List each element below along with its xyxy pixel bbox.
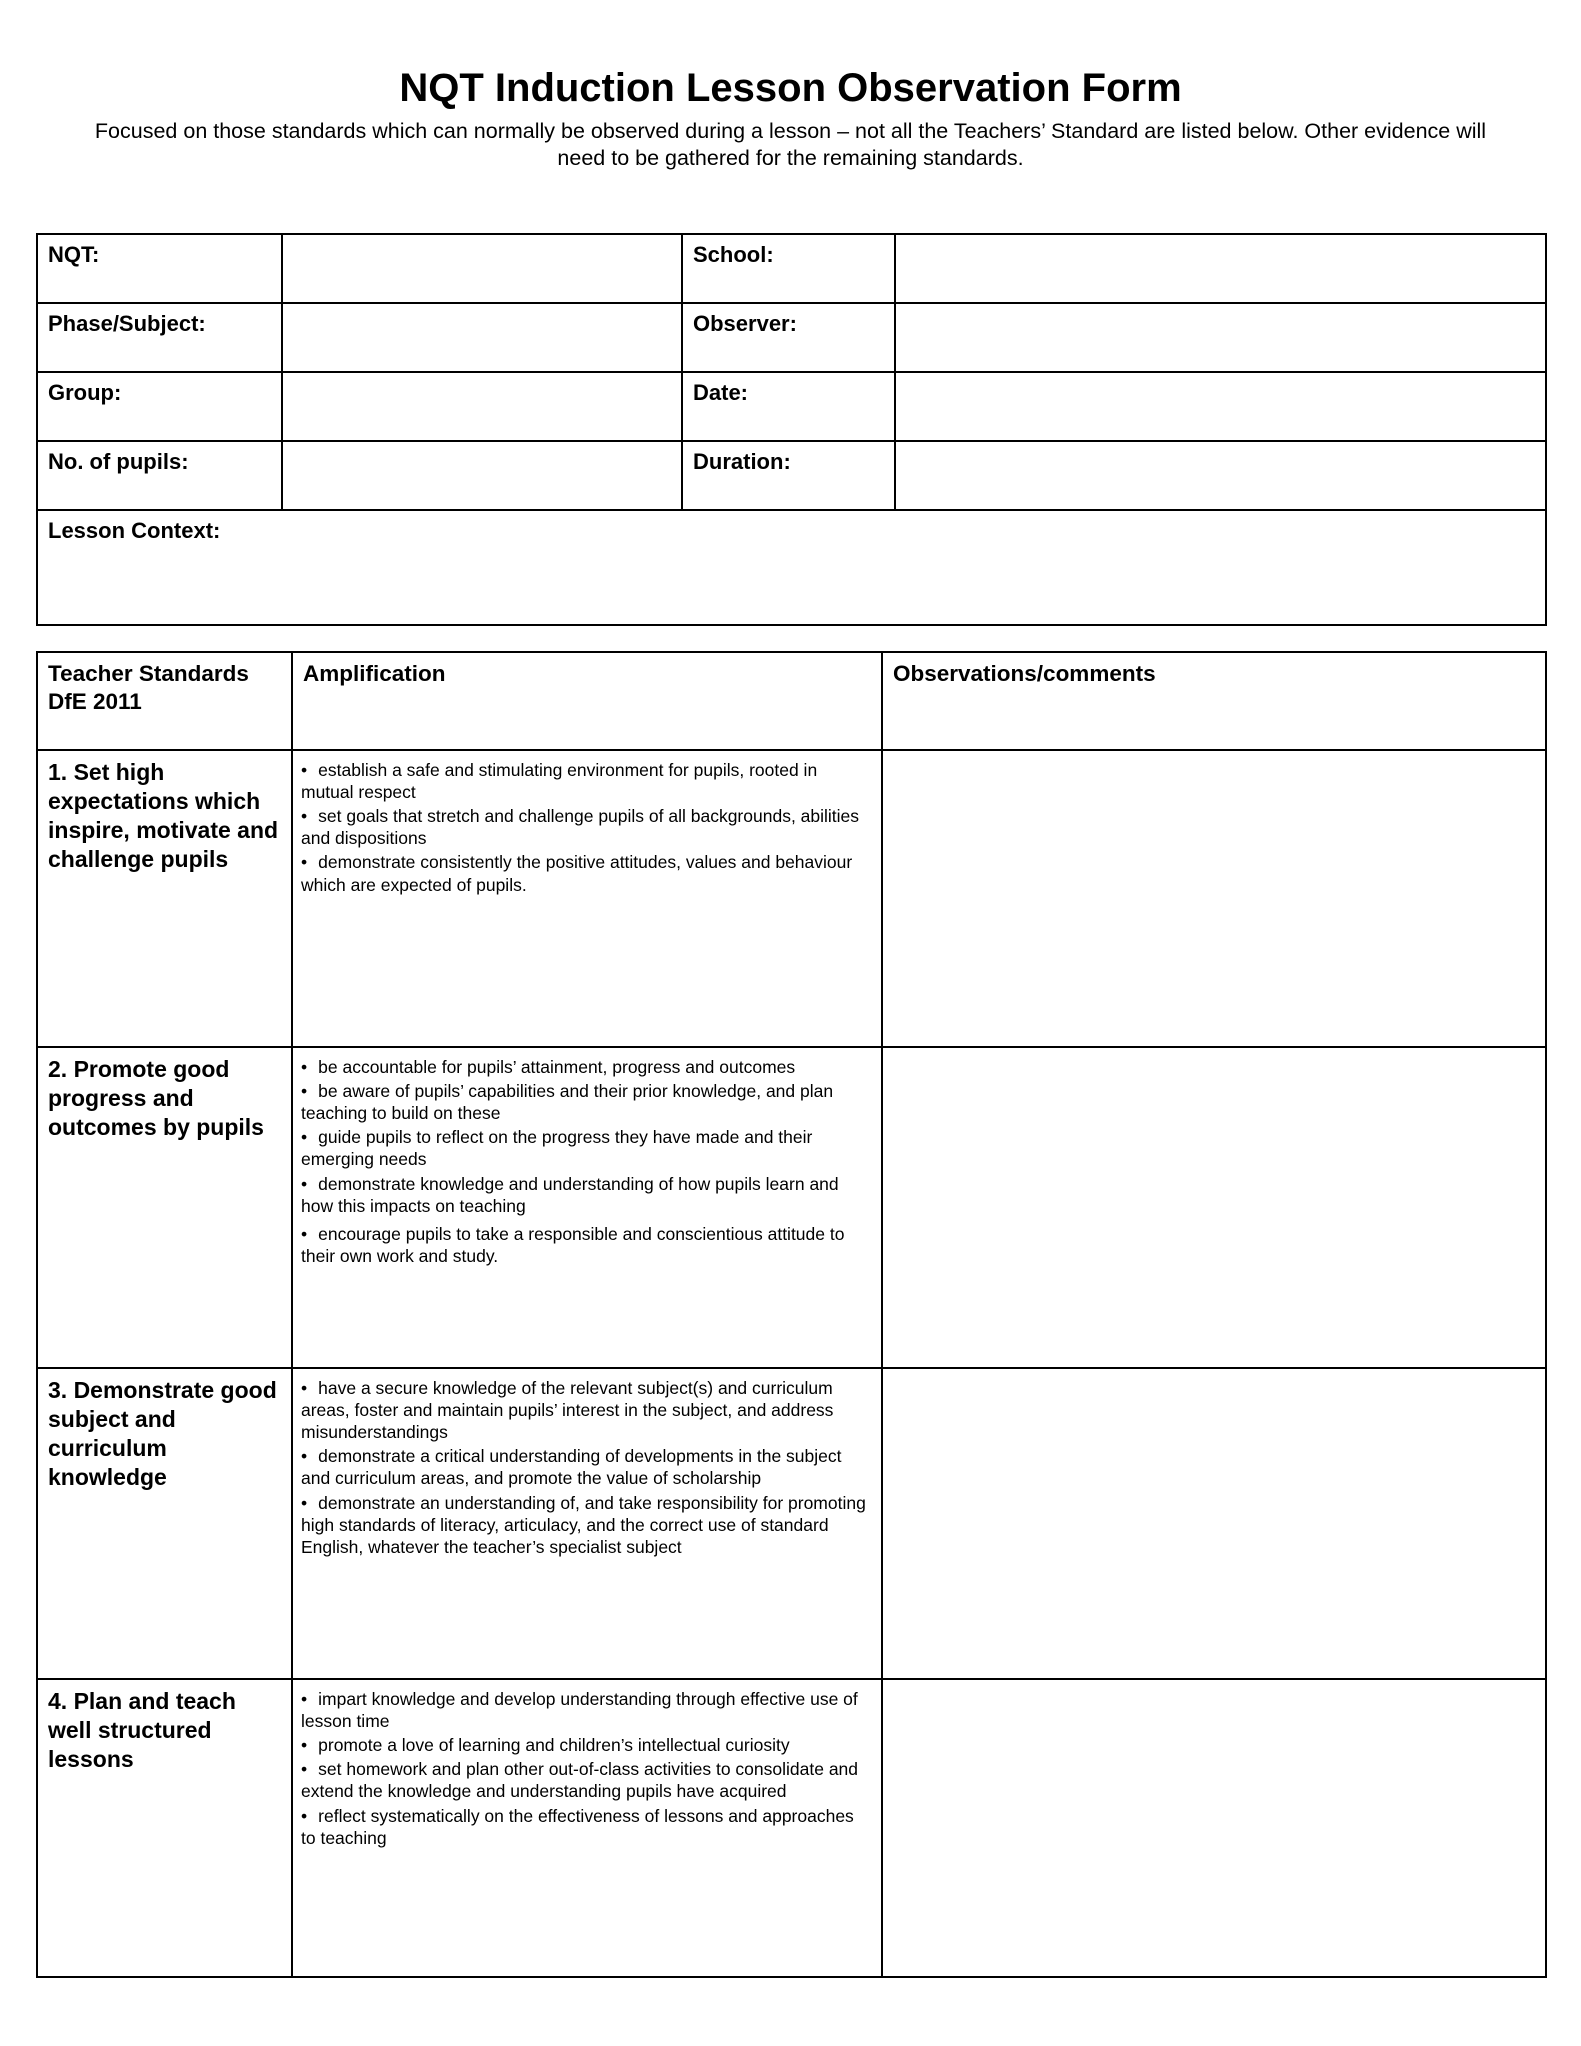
standard-4-observations-field[interactable] [882,1679,1546,1977]
school-value-field[interactable] [895,234,1546,303]
bullet-marker: • [301,1127,308,1148]
standard-2-title: 2. Promote good progress and outcomes by pupils [37,1047,292,1368]
subtitle: Focused on those standards which can normally be observed during a lesson – not all the Teachers’ Standard are listed below. Other evidence will need to be gathered for the remaining standards. [94,119,1487,171]
duration-value-field[interactable] [895,441,1546,510]
bullet-text: have a secure knowledge of the relevant subject(s) and curriculum areas, foster and maintain pupils’ interest in the subject, and address misunderstandings [301,1377,834,1443]
standard-row-1 [37,750,1546,1047]
bullet-text: impart knowledge and develop understanding through effective use of lesson time [301,1688,858,1731]
phase-subject-value-field[interactable] [282,303,682,372]
phase-subject-label: Phase/Subject: [37,303,282,372]
info-row-phase-observer [37,303,1546,372]
amplification-bullet [301,1758,871,1802]
amplification-bullet [301,1223,871,1267]
bullet-marker: • [301,1446,308,1467]
standard-1-title: 1. Set high expectations which inspire, motivate and challenge pupils [37,750,292,1047]
standard-row-3 [37,1368,1546,1679]
amplification-bullet [301,1492,871,1559]
standard-4-amplification [292,1679,882,1977]
no-of-pupils-value-field[interactable] [282,441,682,510]
info-table [36,233,1547,626]
bullet-text: demonstrate consistently the positive attitudes, values and behaviour which are expected of pupils. [301,852,853,895]
bullet-text: demonstrate a critical understanding of developments in the subject and curriculum areas, and promote the value of scholarship [301,1446,842,1489]
bullet-text: demonstrate an understanding of, and take responsibility for promoting high standards of literacy, articulacy, and the correct use of standard English, whatever the teacher’s specialist subject [301,1492,866,1558]
standard-1-observations-field[interactable] [882,750,1546,1047]
nqt-label: NQT: [37,234,282,303]
observer-label: Observer: [682,303,895,372]
standard-3-amplification [292,1368,882,1679]
info-row-nqt-school [37,234,1546,303]
nqt-value-field[interactable] [282,234,682,303]
bullet-marker: • [301,1173,308,1194]
amplification-bullet [301,759,871,803]
bullet-marker: • [301,1377,308,1398]
info-row-pupils-duration [37,441,1546,510]
bullet-text: establish a safe and stimulating environment for pupils, rooted in mutual respect [301,759,818,802]
standard-row-4 [37,1679,1546,1977]
bullet-text: encourage pupils to take a responsible and conscientious attitude to their own work and study. [301,1224,845,1267]
bullet-marker: • [301,759,308,780]
info-row-group-date [37,372,1546,441]
bullet-marker: • [301,1224,308,1245]
bullet-text: set homework and plan other out-of-class activities to consolidate and extend the knowledge and understanding pupils have acquired [301,1759,859,1802]
bullet-text: be accountable for pupils’ attainment, progress and outcomes [318,1056,796,1077]
bullet-marker: • [301,1492,308,1513]
standard-3-title: 3. Demonstrate good subject and curriculum knowledge [37,1368,292,1679]
amplification-bullet [301,1056,871,1078]
bullet-marker: • [301,1688,308,1709]
bullet-text: reflect systematically on the effectiveness of lessons and approaches to teaching [301,1805,854,1848]
bullet-text: demonstrate knowledge and understanding of how pupils learn and how this impacts on teaching [301,1173,839,1216]
amplification-bullet [301,851,871,895]
school-label: School: [682,234,895,303]
bullet-text: guide pupils to reflect on the progress they have made and their emerging needs [301,1127,813,1170]
amplification-bullet [301,1805,871,1849]
amplification-bullet [301,1734,871,1756]
amplification-bullet [301,1377,871,1444]
amplification-bullet [301,1688,871,1732]
bullet-text: promote a love of learning and children’s intellectual curiosity [318,1735,790,1756]
standard-2-observations-field[interactable] [882,1047,1546,1368]
col-header-teacher-standards: Teacher Standards DfE 2011 [37,652,292,750]
standard-3-observations-field[interactable] [882,1368,1546,1679]
standard-row-2 [37,1047,1546,1368]
bullet-text: set goals that stretch and challenge pupils of all backgrounds, abilities and dispositions [301,806,860,849]
date-label: Date: [682,372,895,441]
bullet-marker: • [301,1759,308,1780]
col-header-observations: Observations/comments [882,652,1546,750]
standards-table [36,651,1547,1978]
observer-value-field[interactable] [895,303,1546,372]
standard-2-amplification [292,1047,882,1368]
duration-label: Duration: [682,441,895,510]
col-header-amplification: Amplification [292,652,882,750]
amplification-bullet [301,1445,871,1489]
group-label: Group: [37,372,282,441]
bullet-marker: • [301,1805,308,1826]
bullet-text: be aware of pupils’ capabilities and their prior knowledge, and plan teaching to build on these [301,1080,834,1124]
amplification-bullet [301,1080,871,1124]
amplification-bullet [301,805,871,849]
group-value-field[interactable] [282,372,682,441]
no-of-pupils-label: No. of pupils: [37,441,282,510]
bullet-marker: • [301,806,308,827]
info-row-lesson-context [37,510,1546,625]
standard-1-amplification [292,750,882,1047]
date-value-field[interactable] [895,372,1546,441]
bullet-marker: • [301,1735,308,1756]
lesson-context-label: Lesson Context: [48,517,221,543]
amplification-bullet [301,1126,871,1170]
standards-header-row [37,652,1546,750]
bullet-marker: • [301,1080,308,1101]
page-title: NQT Induction Lesson Observation Form [399,66,1182,110]
bullet-marker: • [301,852,308,873]
amplification-bullet [301,1173,871,1217]
bullet-marker: • [301,1056,308,1077]
standard-4-title: 4. Plan and teach well structured lessons [37,1679,292,1977]
lesson-context-field[interactable] [37,510,1546,625]
